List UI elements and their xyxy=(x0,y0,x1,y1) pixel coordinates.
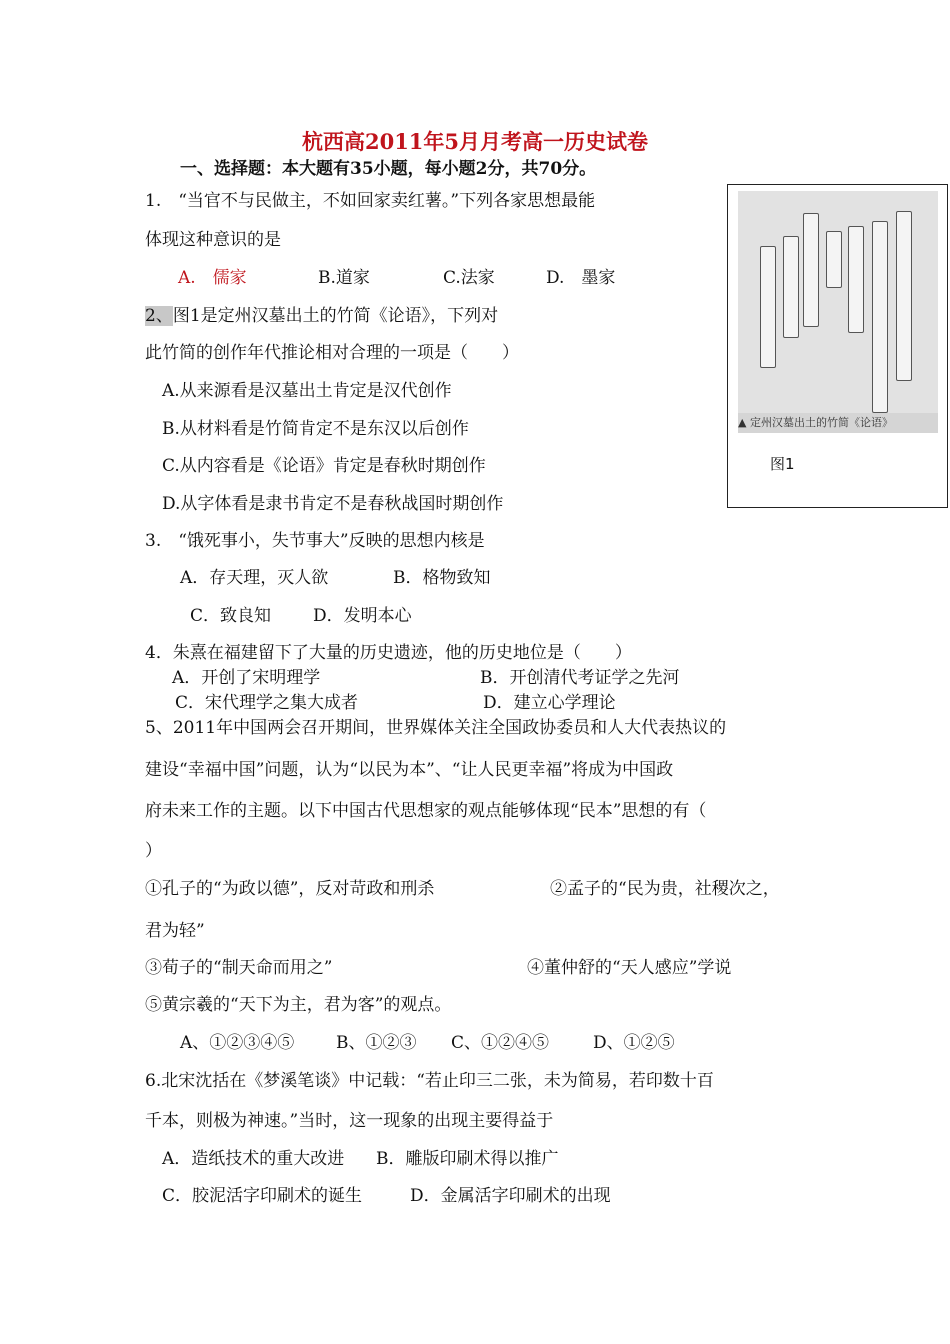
q5-stem-line4: ） xyxy=(145,841,162,861)
image-caption: ▲ 定州汉墓出土的竹简《论语》 xyxy=(738,413,938,433)
q3-option-a: A．存天理，灭人欲 xyxy=(180,568,329,588)
q4-option-b: B．开创清代考证学之先河 xyxy=(480,668,680,688)
q2-option-d: D.从字体看是隶书肯定不是春秋战国时期创作 xyxy=(162,494,504,514)
figure-label: 图1 xyxy=(770,455,795,473)
q5-item-2-cont: 君为轻” xyxy=(145,921,205,941)
q3-option-d: D．发明本心 xyxy=(313,606,412,626)
q4-option-a: A．开创了宋明理学 xyxy=(172,668,321,688)
bamboo-slip xyxy=(896,211,912,381)
q6-option-a: A．造纸技术的重大改进 xyxy=(162,1149,345,1169)
q5-item-3: ③荀子的“制天命而用之” xyxy=(145,958,333,978)
bamboo-slips-image xyxy=(738,191,938,433)
q1-option-c: C.法家 xyxy=(443,268,495,288)
q1-stem-line1: 1. “当官不与民做主，不如回家卖红薯。”下列各家思想最能 xyxy=(145,191,596,211)
q4-option-d: D．建立心学理论 xyxy=(483,693,616,713)
q2-stem-line2: 此竹简的创作年代推论相对合理的一项是（ ） xyxy=(145,343,519,363)
q5-option-a: A、①②③④⑤ xyxy=(180,1033,295,1053)
q1-option-d: D. 墨家 xyxy=(546,268,616,288)
q5-stem-line2: 建设“幸福中国”问题，认为“以民为本”、“让人民更幸福”将成为中国政 xyxy=(145,760,674,780)
bamboo-slip xyxy=(760,246,776,368)
q6-stem-line2: 千本，则极为神速。”当时，这一现象的出现主要得益于 xyxy=(145,1111,554,1131)
q2-option-c: C.从内容看是《论语》肯定是春秋时期创作 xyxy=(162,456,486,476)
q5-item-2: ②孟子的“民为贵，社稷次之， xyxy=(550,879,780,899)
bamboo-slip xyxy=(872,221,888,413)
bamboo-slip xyxy=(826,231,842,288)
bamboo-slip xyxy=(803,213,819,327)
q6-option-c: C．胶泥活字印刷术的诞生 xyxy=(162,1186,363,1206)
q5-option-c: C、①②④⑤ xyxy=(451,1033,550,1053)
q2-stem-text: 图1是定州汉墓出土的竹简《论语》，下列对 xyxy=(172,306,499,326)
section-heading: 一、选择题：本大题有35小题，每小题2分，共70分。 xyxy=(180,159,597,179)
q2-option-a: A.从来源看是汉墓出土肯定是汉代创作 xyxy=(162,381,452,401)
q2-stem-line1 xyxy=(145,305,498,327)
bamboo-slip xyxy=(783,236,799,338)
q4-stem: 4．朱熹在福建留下了大量的历史遗迹，他的历史地位是（ ） xyxy=(145,643,632,663)
q5-option-d: D、①②⑤ xyxy=(593,1033,675,1053)
q6-option-b: B．雕版印刷术得以推广 xyxy=(376,1149,559,1169)
q4-option-c: C．宋代理学之集大成者 xyxy=(175,693,359,713)
page-title: 杭西高2011年5月月考高一历史试卷 xyxy=(301,129,649,154)
q2-option-b: B.从材料看是竹简肯定不是东汉以后创作 xyxy=(162,419,469,439)
q3-option-b: B．格物致知 xyxy=(393,568,491,588)
q5-item-5: ⑤黄宗羲的“天下为主，君为客”的观点。 xyxy=(145,995,452,1015)
q5-stem-line1: 5、2011年中国两会召开期间，世界媒体关注全国政协委员和人大代表热议的 xyxy=(145,718,727,738)
q3-option-c: C．致良知 xyxy=(190,606,272,626)
q5-stem-line3: 府未来工作的主题。以下中国古代思想家的观点能够体现“民本”思想的有（ xyxy=(145,801,707,821)
q5-option-b: B、①②③ xyxy=(336,1033,417,1053)
q1-option-b: B.道家 xyxy=(318,268,370,288)
bamboo-slip xyxy=(848,226,864,333)
q1-option-a: A. 儒家 xyxy=(178,268,247,288)
q3-stem: 3. “饿死事小，失节事大”反映的思想内核是 xyxy=(145,531,485,551)
figure-1-box xyxy=(727,184,948,508)
q5-item-1: ①孔子的“为政以德”，反对苛政和刑杀 xyxy=(145,879,435,899)
q5-item-4: ④董仲舒的“天人感应”学说 xyxy=(527,958,732,978)
q1-stem-line2: 体现这种意识的是 xyxy=(145,230,281,250)
q2-number: 2、 xyxy=(145,306,173,326)
q6-option-d: D．金属活字印刷术的出现 xyxy=(410,1186,611,1206)
q6-stem-line1: 6.北宋沈括在《梦溪笔谈》中记载：“若止印三二张，未为简易，若印数十百 xyxy=(145,1071,714,1091)
